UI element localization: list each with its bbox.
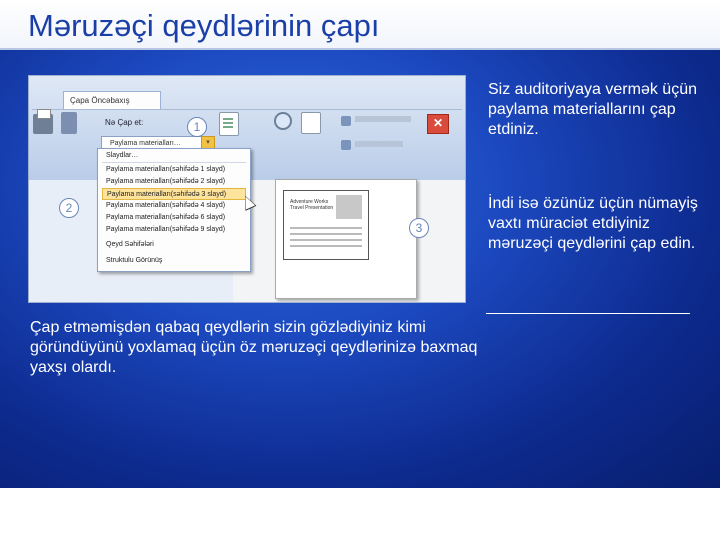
callout-1: 1 [187, 117, 207, 137]
zoom-icon[interactable] [274, 112, 292, 130]
title-bar [0, 0, 720, 50]
previous-page-label [355, 141, 403, 147]
menu-item-handouts-2[interactable]: Paylama materialları(səhifədə 2 slayd) [106, 178, 226, 185]
right-text-2: İndi isə özünüz üçün nümayiş vaxtı müraciət etdiyiniz məruzəçi qeydlərini çap edin. [488, 195, 698, 252]
previous-page-icon[interactable] [341, 140, 351, 150]
document-icon[interactable] [219, 112, 239, 136]
thumbnail-title: Adventure Works Travel Presentation [290, 199, 334, 211]
print-preview-screenshot [28, 75, 466, 303]
callout-3: 3 [409, 218, 429, 238]
menu-item-handouts-6[interactable]: Paylama materialları(səhifədə 6 slayd) [106, 214, 226, 221]
options-icon[interactable] [61, 112, 77, 134]
menu-item-handouts-9[interactable]: Paylama materialları(səhifədə 9 slayd) [106, 226, 226, 233]
next-page-label [355, 116, 411, 122]
menu-item-handouts-4[interactable]: Paylama materialları(səhifədə 4 slayd) [106, 202, 226, 209]
next-page-icon[interactable] [341, 116, 351, 126]
menu-item-handouts-1[interactable]: Paylama materialları(səhifədə 1 slayd) [106, 166, 226, 173]
thumbnail-lines [290, 227, 362, 229]
dropdown-value: Paylama materialları… [110, 140, 181, 147]
right-text-1: Siz auditoriyaya vermək üçün paylama materiallarını çap etdiniz. [488, 81, 697, 138]
slide-title: Məruzəçi qeydlərinin çapı [28, 8, 380, 43]
fit-to-window-icon[interactable] [301, 112, 321, 134]
divider-line [486, 313, 690, 314]
menu-item-outline-view[interactable]: Struktulu Görünüş [106, 257, 163, 264]
menu-separator [102, 162, 246, 163]
slide-thumbnail [283, 190, 369, 260]
print-what-menu [97, 148, 251, 272]
menu-item-slides[interactable]: Slaydlar… [106, 152, 139, 159]
menu-item-notes-pages[interactable]: Qeyd Səhifələri [106, 241, 154, 248]
chevron-down-icon[interactable]: ▾ [201, 136, 215, 152]
close-preview-button[interactable]: ✕ [427, 114, 449, 134]
callout-2: 2 [59, 198, 79, 218]
print-what-label: Nə Çap et: [105, 118, 144, 127]
tab-print-preview[interactable]: Çapa Öncəbaxış [63, 91, 161, 109]
printer-icon[interactable] [33, 114, 53, 134]
menu-item-handouts-3[interactable]: Paylama materialları(səhifədə 3 slayd) [102, 188, 246, 200]
thumbnail-image [336, 195, 362, 219]
bottom-text: Çap etməmişdən qabaq qeydlərin sizin gözlədiyiniz kimi göründüyünü yoxlamaq üçün öz məruzəçi qeydlərinizə baxmaq yaxşı olardı. [30, 319, 478, 376]
